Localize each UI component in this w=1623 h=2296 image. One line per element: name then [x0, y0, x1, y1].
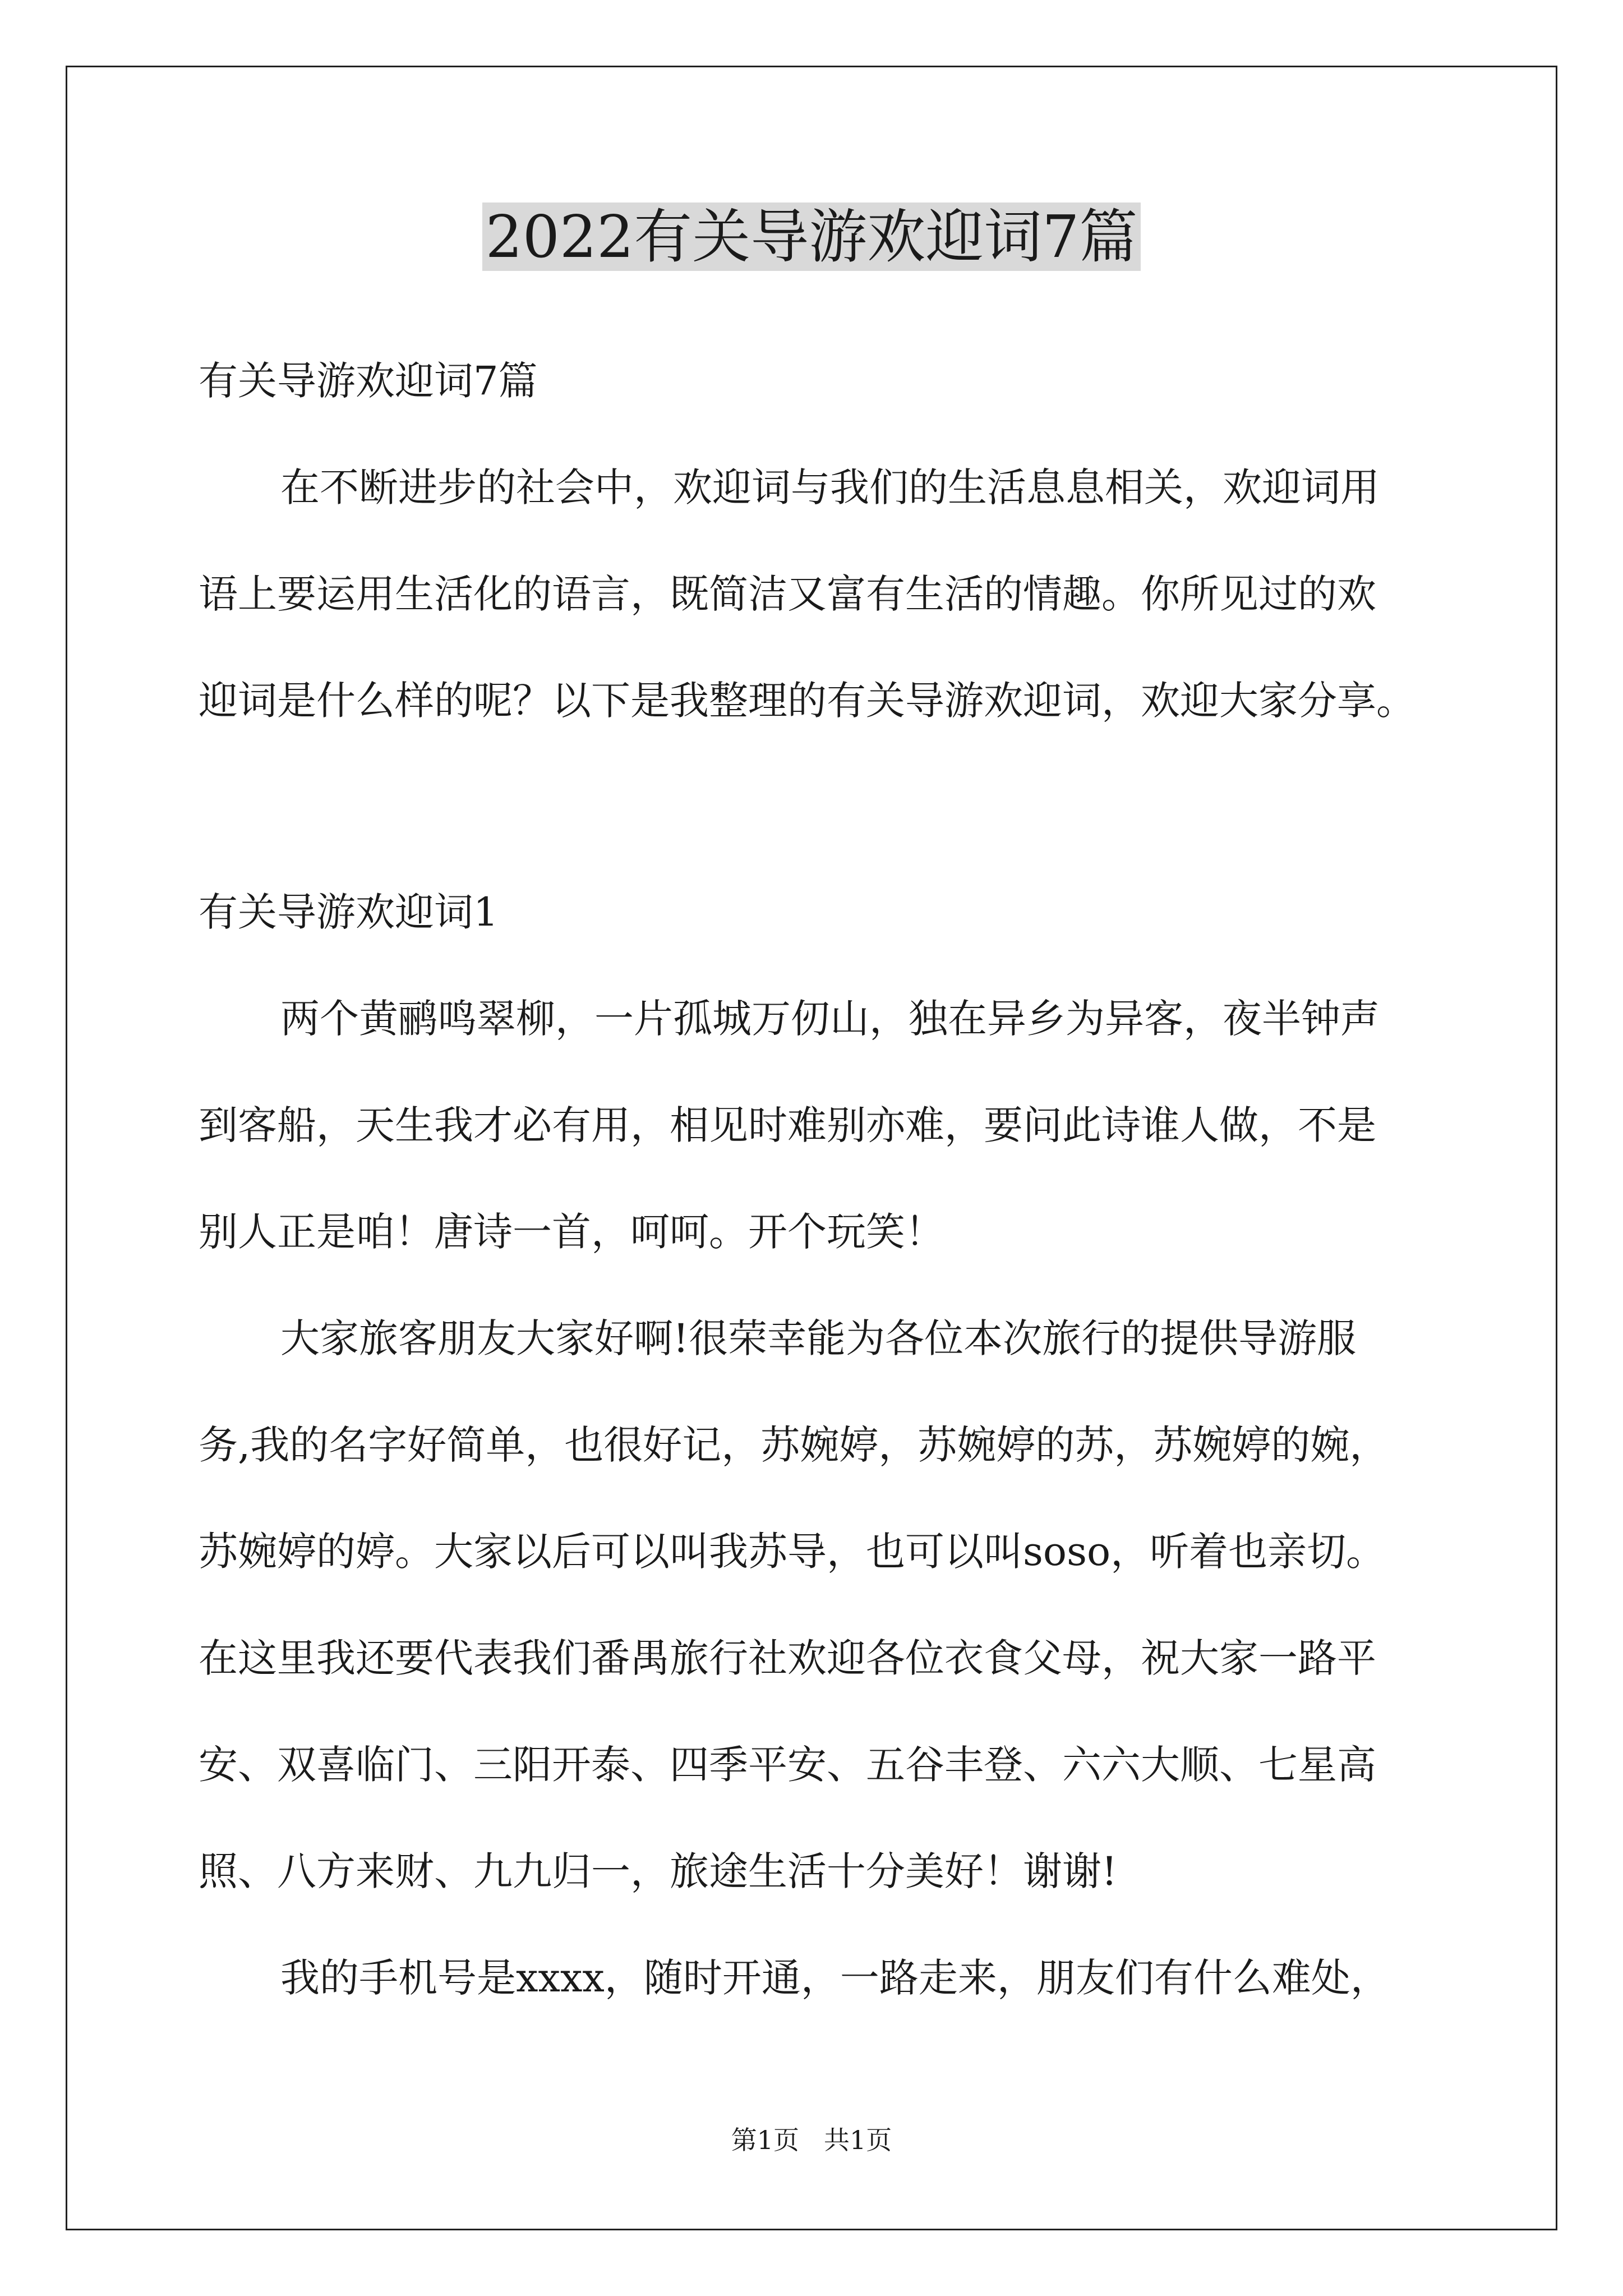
intro-line-2: 语上要运用生活化的语言，既简洁又富有生活的情趣。你所见过的欢 — [199, 571, 1376, 617]
paragraph-line: 照、八方来财、九九归一，旅途生活十分美好！谢谢! — [199, 1848, 1118, 1894]
paragraph-line: 别人正是咱！唐诗一首，呵呵。开个玩笑！ — [199, 1209, 944, 1255]
paragraph-line: 在这里我还要代表我们番禺旅行社欢迎各位衣食父母，祝大家一路平 — [199, 1635, 1376, 1681]
page-number: 第1页 — [731, 2125, 799, 2155]
paragraph-line: 苏婉婷的婷。大家以后可以叫我苏导，也可以叫soso，听着也亲切。 — [199, 1529, 1386, 1575]
paragraph-line: 两个黄鹂鸣翠柳，一片孤城万仞山，独在异乡为异客，夜半钟声 — [280, 996, 1380, 1042]
paragraph-line: 到客船，天生我才必有用，相见时难别亦难，要问此诗谁人做，不是 — [199, 1102, 1376, 1148]
page-total: 共1页 — [824, 2125, 892, 2155]
paragraph-line: 我的手机号是xxxx，随时开通，一路走来，朋友们有什么难处， — [280, 1955, 1390, 2001]
section-heading: 有关导游欢迎词1 — [199, 889, 499, 935]
document-title — [0, 197, 1623, 276]
document-title-text: 2022有关导游欢迎词7篇 — [482, 203, 1141, 271]
document-subtitle: 有关导游欢迎词7篇 — [199, 358, 538, 404]
intro-line-1: 在不断进步的社会中，欢迎词与我们的生活息息相关，欢迎词用 — [280, 464, 1380, 510]
paragraph-line: 大家旅客朋友大家好啊!很荣幸能为各位本次旅行的提供导游服 — [280, 1315, 1357, 1361]
page-footer — [0, 2120, 1623, 2160]
paragraph-line: 务,我的名字好简单，也很好记，苏婉婷，苏婉婷的苏，苏婉婷的婉， — [199, 1422, 1389, 1468]
intro-line-3: 迎词是什么样的呢？以下是我整理的有关导游欢迎词，欢迎大家分享。 — [199, 678, 1415, 724]
paragraph-line: 安、双喜临门、三阳开泰、四季平安、五谷丰登、六六大顺、七星高 — [199, 1742, 1376, 1788]
